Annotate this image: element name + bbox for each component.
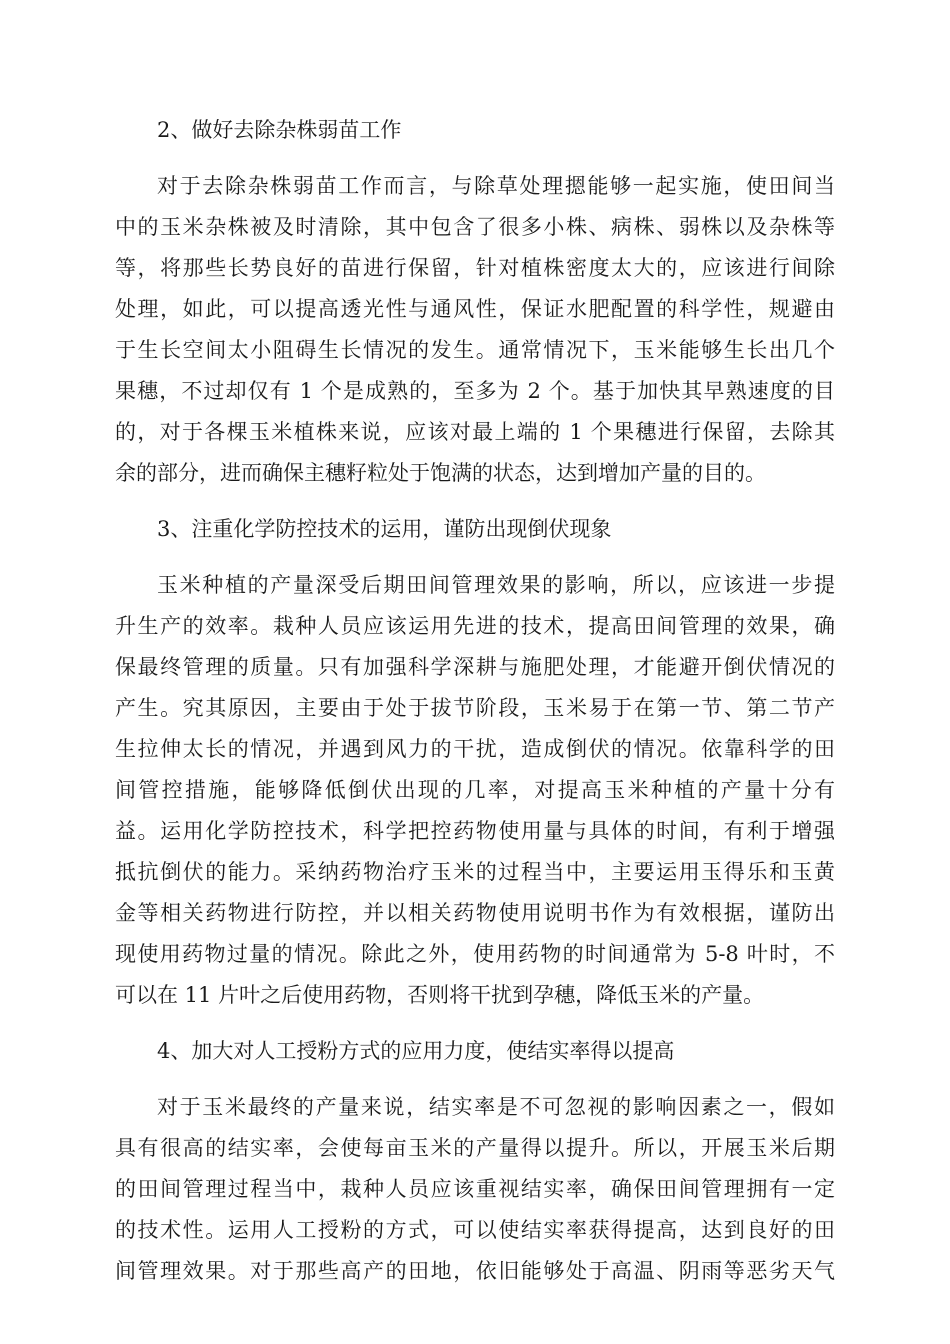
paragraph-line: 于生长空间太小阻碍生长情况的发生。通常情况下，玉米能够生长出几个: [115, 338, 835, 362]
paragraph: [115, 565, 835, 1016]
paragraph-line: 可以在 11 片叶之后使用药物，否则将干扰到孕穗，降低玉米的产量。: [115, 983, 765, 1007]
paragraph-line: 果穗，不过却仅有 1 个是成熟的，至多为 2 个。基于加快其早熟速度的目: [115, 379, 835, 403]
paragraph-line: 余的部分，进而确保主穗籽粒处于饱满的状态，达到增加产量的目的。: [115, 461, 766, 485]
paragraph-line: 生拉伸太长的情况，并遇到风力的干扰，造成倒伏的情况。依靠科学的田: [115, 737, 835, 761]
section-heading: 2、做好去除杂株弱苗工作: [157, 118, 402, 142]
paragraph-line: 处理，如此，可以提高透光性与通风性，保证水肥配置的科学性，规避由: [115, 297, 835, 321]
section-heading: 3、注重化学防控技术的运用，谨防出现倒伏现象: [157, 517, 612, 541]
paragraph: [115, 1087, 835, 1292]
paragraph-line: 金等相关药物进行防控，并以相关药物使用说明书作为有效根据，谨防出: [115, 901, 835, 925]
paragraph-line: 具有很高的结实率，会使每亩玉米的产量得以提升。所以，开展玉米后期: [115, 1136, 835, 1160]
paragraph-line: 的田间管理过程当中，栽种人员应该重视结实率，确保田间管理拥有一定: [115, 1177, 835, 1201]
paragraph-line: 的，对于各棵玉米植株来说，应该对最上端的 1 个果穗进行保留，去除其: [115, 420, 835, 444]
paragraph-line: 抵抗倒伏的能力。采纳药物治疗玉米的过程当中，主要运用玉得乐和玉黄: [115, 860, 835, 884]
paragraph-line: 现使用药物过量的情况。除此之外，使用药物的时间通常为 5-8 叶时，不: [115, 942, 835, 966]
paragraph-line: 对于去除杂株弱苗工作而言，与除草处理摁能够一起实施，使田间当: [157, 174, 835, 198]
document-page: [115, 110, 835, 1307]
paragraph-line: 对于玉米最终的产量来说，结实率是不可忽视的影响因素之一，假如: [157, 1095, 835, 1119]
paragraph-line: 产生。究其原因，主要由于处于拔节阶段，玉米易于在第一节、第二节产: [115, 696, 835, 720]
paragraph-line: 的技术性。运用人工授粉的方式，可以使结实率获得提高，达到良好的田: [115, 1218, 835, 1242]
section-heading: 4、加大对人工授粉方式的应用力度，使结实率得以提高: [157, 1039, 675, 1063]
paragraph-line: 玉米种植的产量深受后期田间管理效果的影响，所以，应该进一步提: [157, 573, 835, 597]
paragraph-line: 间管理效果。对于那些高产的田地，依旧能够处于高温、阴雨等恶劣天气: [115, 1259, 835, 1283]
paragraph-line: 中的玉米杂株被及时清除，其中包含了很多小株、病株、弱株以及杂株等: [115, 215, 835, 239]
paragraph-line: 间管控措施，能够降低倒伏出现的几率，对提高玉米种植的产量十分有: [115, 778, 835, 802]
paragraph-line: 益。运用化学防控技术，科学把控药物使用量与具体的时间，有利于增强: [115, 819, 835, 843]
paragraph-line: 保最终管理的质量。只有加强科学深耕与施肥处理，才能避开倒伏情况的: [115, 655, 835, 679]
paragraph: [115, 166, 835, 494]
paragraph-line: 升生产的效率。栽种人员应该运用先进的技术，提高田间管理的效果，确: [115, 614, 835, 638]
paragraph-line: 等，将那些长势良好的苗进行保留，针对植株密度太大的，应该进行间除: [115, 256, 835, 280]
